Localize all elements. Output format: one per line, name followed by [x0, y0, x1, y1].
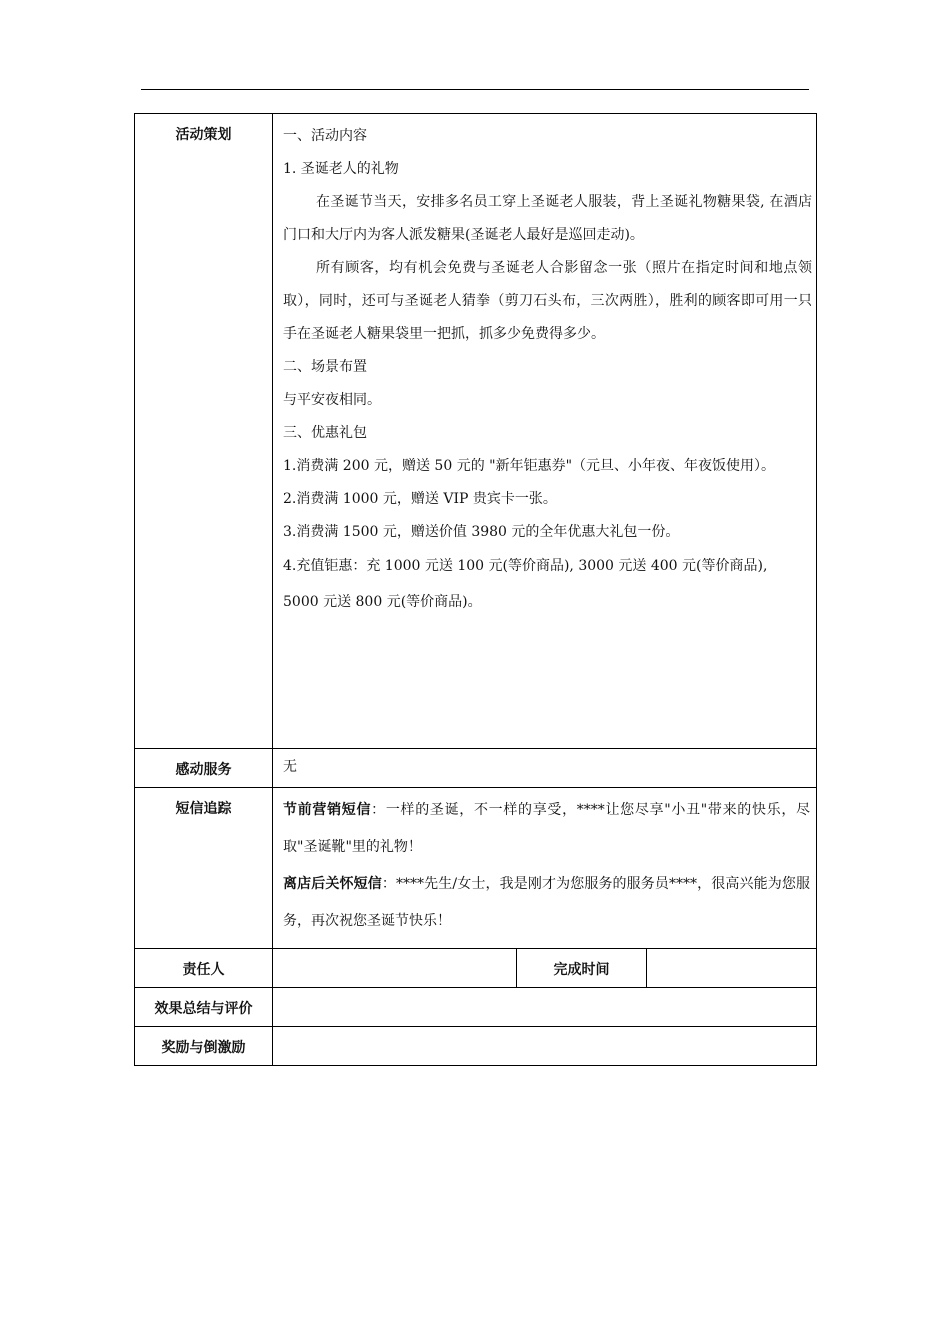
row-activity-plan — [135, 114, 817, 749]
sms-pre-text: ：一样的圣诞，不一样的享受，****让您尽享"小丑"带来的快乐，尽取"圣诞靴"里的礼物！ — [283, 802, 811, 855]
activity-plan-label: 活动策划 — [135, 114, 273, 749]
row-owner — [135, 949, 817, 988]
owner-label: 责任人 — [135, 949, 273, 988]
sms-content — [273, 788, 817, 949]
offer-5: 5000 元送 800 元(等价商品)。 — [283, 594, 482, 610]
para-santa-candy: 在圣诞节当天，安排多名员工穿上圣诞老人服装，背上圣诞礼物糖果袋, 在酒店门口和大厅内为客人派发糖果(圣诞老人最好是巡回走动)。 — [283, 194, 813, 243]
sms-post-stay — [283, 866, 810, 940]
sms-post-title: 离店后关怀短信 — [283, 876, 382, 892]
service-value: 无 — [273, 749, 817, 788]
sms-label: 短信追踪 — [135, 788, 273, 949]
row-reward — [135, 1027, 817, 1066]
reward-value — [273, 1027, 817, 1066]
offer-3: 3.消费满 1500 元，赠送价值 3980 元的全年优惠大礼包一份。 — [283, 524, 680, 540]
row-sms — [135, 788, 817, 949]
summary-value — [273, 988, 817, 1027]
activity-plan-content — [273, 114, 817, 749]
heading-activity-content: 一、活动内容 — [283, 128, 367, 144]
summary-label: 效果总结与评价 — [135, 988, 273, 1027]
completion-time-value — [647, 949, 817, 988]
offer-4: 4.充值钜惠：充 1000 元送 100 元(等价商品), 3000 元送 400 元(等价商品), — [283, 558, 768, 574]
reward-label: 奖励与倒激励 — [135, 1027, 273, 1066]
plan-table — [134, 113, 817, 1066]
heading-offers: 三、优惠礼包 — [283, 425, 367, 441]
sub-santa-gift: 1. 圣诞老人的礼物 — [283, 161, 399, 177]
offer-2: 2.消费满 1000 元，赠送 VIP 贵宾卡一张。 — [283, 491, 557, 507]
scene-text: 与平安夜相同。 — [283, 392, 381, 408]
owner-value — [273, 949, 517, 988]
service-label: 感动服务 — [135, 749, 273, 788]
sms-pre-title: 节前营销短信 — [283, 802, 372, 818]
sms-post-text: ：****先生/女士，我是刚才为您服务的服务员****，很高兴能为您服务，再次祝您圣诞节快乐！ — [283, 876, 811, 929]
row-service — [135, 749, 817, 788]
heading-scene: 二、场景布置 — [283, 359, 367, 375]
row-summary — [135, 988, 817, 1027]
offer-1: 1.消费满 200 元，赠送 50 元的 "新年钜惠券"（元旦、小年夜、年夜饭使用）。 — [283, 458, 776, 474]
completion-time-label: 完成时间 — [517, 949, 647, 988]
para-santa-photo: 所有顾客，均有机会免费与圣诞老人合影留念一张（照片在指定时间和地点领取），同时，还可与圣诞老人猜拳（剪刀石头布，三次两胜），胜利的顾客即可用一只手在圣诞老人糖果袋里一把抓，抓多少免费得多少。 — [283, 260, 813, 342]
header-rule — [141, 89, 809, 90]
sms-pre-holiday — [283, 792, 810, 866]
